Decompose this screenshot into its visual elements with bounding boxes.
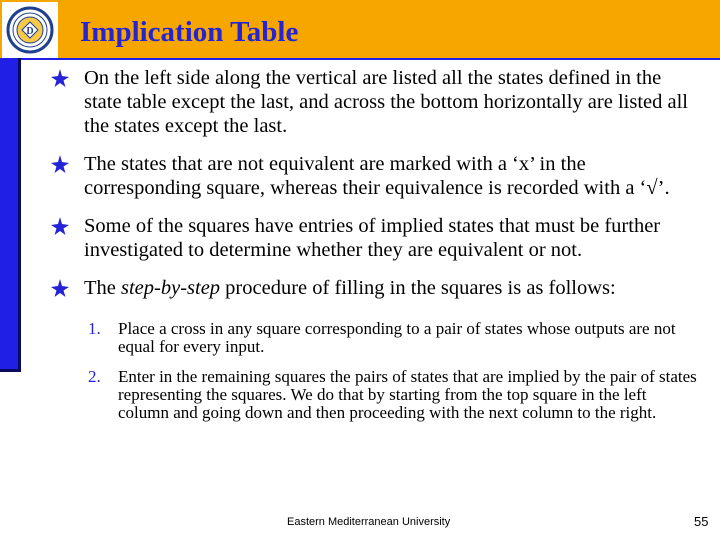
header-divider xyxy=(21,58,720,60)
university-logo xyxy=(2,2,58,58)
footer-text: Eastern Mediterranean University xyxy=(287,516,451,528)
bullet-item xyxy=(48,152,698,200)
bullet-list xyxy=(48,66,698,422)
bullet-text-end: procedure of filling in the squares is as follows: xyxy=(220,277,616,299)
page-number: 55 xyxy=(694,514,709,529)
step-text: Place a cross in any square corresponding to a pair of states whose outputs are not equal for every input. xyxy=(118,319,676,356)
bullet-text: On the left side along the vertical are listed all the states defined in the state table except the last, and across the bottom horizontally are listed all the states except the last. xyxy=(84,67,688,137)
step-number: 2. xyxy=(88,367,101,386)
star-bullet-icon xyxy=(50,152,70,176)
step-text: Enter in the remaining squares the pairs of states that are implied by the pair of states representing the squares. We do that by starting from the top square in the left column and going down and then proceeding with the next column to the right. xyxy=(118,367,697,422)
step-number: 1. xyxy=(88,319,101,338)
bullet-item xyxy=(48,66,698,138)
bullet-text-italic: step-by-step xyxy=(121,277,221,299)
numbered-step xyxy=(88,320,698,356)
bullet-text: The states that are not equivalent are marked with a ‘x’ in the corresponding square, whereas their equivalence is recorded with a ‘√’. xyxy=(84,153,670,199)
bullet-item xyxy=(48,214,698,262)
svg-text:D: D xyxy=(26,26,34,37)
star-bullet-icon xyxy=(50,66,70,90)
bullet-item xyxy=(48,276,698,300)
star-bullet-icon xyxy=(50,276,70,300)
numbered-step xyxy=(88,368,698,422)
bullet-text: Some of the squares have entries of implied states that must be further investigated to determine whether they are equivalent or not. xyxy=(84,215,661,261)
left-accent-bar xyxy=(0,58,21,372)
slide-title: Implication Table xyxy=(80,16,299,48)
bullet-text-start: The xyxy=(84,277,121,299)
star-bullet-icon xyxy=(50,214,70,238)
